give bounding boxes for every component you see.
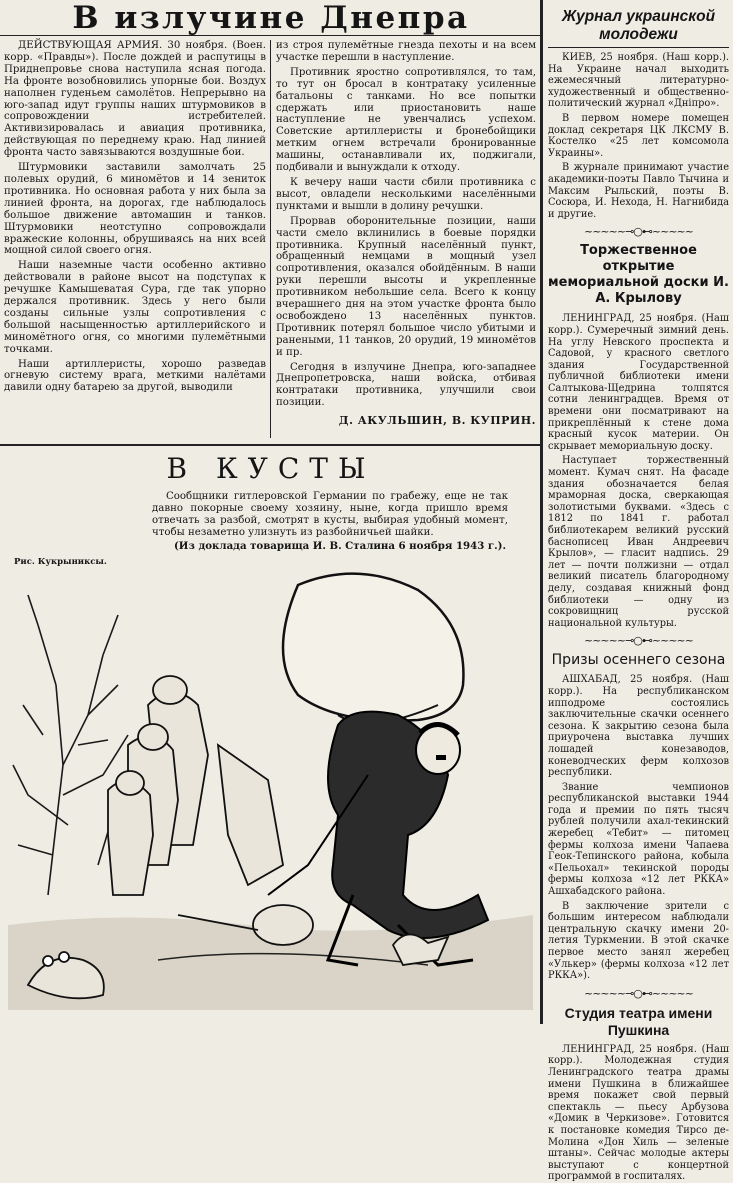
paragraph: В первом номере помещен доклад секретаря ЦК ЛКСМУ В. Костелко «25 лет комсомола Украины». — [548, 112, 729, 159]
cartoon-section — [6, 452, 536, 567]
article-prizes — [548, 652, 729, 981]
paragraph: КИЕВ, 25 ноября. (Наш корр.). На Украине начал выходить ежемесячный литературно-художественный и общественно-политический журнал «Дніпро». — [548, 52, 729, 110]
cartoon-title: В КУСТЫ — [166, 452, 376, 485]
section-rule — [0, 444, 540, 446]
paragraph: ЛЕНИНГРАД, 25 ноября. (Наш корр.). Молодежная студия Ленинградского театра драмы имени Пушкина в ближайшее время покажет свой первый спектакль — пьесу Арбузова «Домик в Черкизове». Готовится к постановке комедия Тирсо де-Молина «Дон Хиль — зеленые штаны». Сейчас молодые актеры выступают с концертной программой в госпиталях. — [548, 1043, 729, 1183]
paragraph: Противник яростно сопротивлялся, то там, то тут он бросал в контратаку усиленные батальоны с танками. Но все попытки сдержать или приостановить наше наступление не увенчались успехом. Советские артиллеристы и бронебойщики метким огнем встречали бронированные машины, останавливали их, поджигали, подбивали и вынуждали к отходу. — [276, 66, 536, 174]
cartoon-quote: Сообщники гитлеровской Германии по грабежу, еще не так давно покорные своему хозяину, ныне, когда пришло время отвечать за разбой, смотрят в кусты, выбирая удобный момент, чтобы незаметно улизнуть из разбойничьей шайки. — [152, 491, 508, 538]
paragraph: ЛЕНИНГРАД, 25 ноября. (Наш корр.). Сумеречный зимний день. На углу Невского проспекта и Садовой, у красного светлого здания Государственной публичной библиотеки имени Салтыкова-Щедрина толпятся сотни ленинградцев. Время от времени они посматривают на прикреплённый к стене дома красный кусок материи. Он скрывает мемориальную доску. — [548, 313, 729, 452]
article-dnepr-column-1 — [4, 40, 266, 394]
loot-sack — [283, 574, 463, 721]
cartoon-source: (Из доклада товарища И. В. Сталина 6 ноября 1943 г.). — [173, 539, 506, 552]
cartoon-credit: Рис. Кукрыниксы. — [14, 556, 107, 567]
article-title: Журнал украинской молодежи — [561, 8, 716, 43]
cartoon-illustration — [8, 565, 533, 1010]
article-title: Студия театра имени Пушкина — [564, 1004, 713, 1038]
article-title: Призы осеннего сезона — [551, 652, 726, 669]
right-column — [548, 8, 729, 1183]
paragraph: К вечеру наши части сбили противника с высот, овладели несколькими населёнными пунктами и вышли в долину речушки. — [276, 176, 536, 212]
paragraph: В заключение зрители с большим интересом наблюдали центральную скачку имени 20-летия Туркмении. В этой скачке первое место занял жеребец «Улькер» (фермы колхоза «12 лет РККА»). — [548, 900, 729, 982]
article-studio — [548, 1005, 729, 1183]
paragraph: В журнале принимают участие академики-поэты Павло Тычина и Максим Рыльский, поэты В. Сосюра, И. Нехода, Н. Нагнибида и другие. — [548, 162, 729, 220]
paragraph: Прорвав оборонительные позиции, наши части смело вклинились в боевые порядки противника. Крупный населённый пункт, обращенный немцами в мощный узел сопротивления, оказался обойдённым. В наши руки перешли высоты и укрепленные противником небольшие села. Всего к концу вчерашнего дня на этом участке фронта было освобождено 13 населённых пунктов. Противник потерял большое число убитыми и ранеными, 11 танков, 20 орудий, 19 миномётов и пр. — [276, 215, 536, 358]
article-byline: Д. АКУЛЬШИН, В. КУПРИН. — [338, 414, 536, 428]
article-dnepr-column-2 — [276, 40, 536, 427]
paragraph: Наступает торжественный момент. Кумач снят. На фасаде здания обозначается белая мраморная доска, сверкающая золотистыми буквами. «Здесь с 1812 по 1841 г. работал библиотекарем великий русский баснописец Иван Андреевич Крылов», — гласит надпись. 29 лет — почти полжизни — отдал великий писатель благородному делу, создавая книжный фонд библиотеки — одну из сокровищниц русской национальной культуры. — [548, 455, 729, 629]
paragraph: Наши наземные части особенно активно действовали в районе высот на подступах к речушке Камышеватая Сура, где так упорно держался противник. Здесь у него были созданы сильные узлы сопротивления с большой насыщенностью артиллерийского и миномётного огня, со многими пулемётными точками. — [4, 260, 266, 355]
section-ornament: ~~~~~⊸○⊷~~~~~ — [584, 225, 693, 239]
title-rule — [548, 47, 729, 48]
paragraph: Звание чемпионов республиканской выставки 1944 года и премии по пять тысяч рублей получили ахал-текинский жеребец «Тебит» — питомец фермы колхоза имени Чапаева Геок-Тепинского района, кобыла «Пельохал» текинской породы фермы колхоза «12 лет РККА» Ашхабадского района. — [548, 781, 729, 898]
column-rule — [270, 40, 271, 438]
paragraph: Штурмовики заставили замолчать 25 полевых орудий, 6 миномётов и 14 зениток противника. Но основная работа у них была за линией фронта, на дорогах, где наблюдалось большое движение автомашин и танков. Штурмовики неотступно сопровождали вражеские колонны, обрушиваясь на них всей мощной силой своего огня. — [4, 162, 266, 257]
paragraph: Сегодня в излучине Днепра, юго-западнее Днепропетровска, наши войска, отбивая контратаки противника, улучшили свои позиции. — [276, 361, 536, 409]
column-rule — [540, 0, 543, 1024]
section-ornament: ~~~~~⊸○⊷~~~~~ — [584, 634, 693, 648]
paragraph: ДЕЙСТВУЮЩАЯ АРМИЯ. 30 ноября. (Воен. корр. «Правды»). После дождей и распутицы в Приднепровье снова наступила ясная погода. На фронте возобновились упорные бои. Воздух наполнен гуденьем самолётов. Непрерывно на юго-запад идут группы наших штурмовиков в сопровождении истребителей. Активизировалась и авиация противника, действующая по переднему краю. Над линией фронта часто завязываются воздушные бои. — [4, 40, 266, 159]
paragraph: Наши артиллеристы, хорошо разведав огневую систему врага, меткими налётами давили одну батарею за другой, выводили — [4, 358, 266, 394]
companion-figures — [108, 676, 283, 895]
article-title: Торжественное открытие мемориальной доски И. А. Крылову — [548, 243, 729, 307]
paragraph: из строя пулемётные гнезда пехоты и на всем участке перешли в наступление. — [276, 40, 536, 63]
article-dnepr — [4, 0, 538, 36]
paragraph: АШХАБАД, 25 ноября. (Наш корр.). На республиканском ипподроме состоялись заключительные скачки осеннего сезона. К закрытию сезона была приурочена выставка лучших лошадей конезаводов, коневодческих ферм колхозов республики. — [548, 674, 729, 779]
article-krylov — [548, 243, 729, 629]
article-journal — [548, 8, 729, 220]
article-title: В излучине Днепра — [72, 0, 470, 36]
section-ornament: ~~~~~⊸○⊷~~~~~ — [584, 986, 693, 1000]
